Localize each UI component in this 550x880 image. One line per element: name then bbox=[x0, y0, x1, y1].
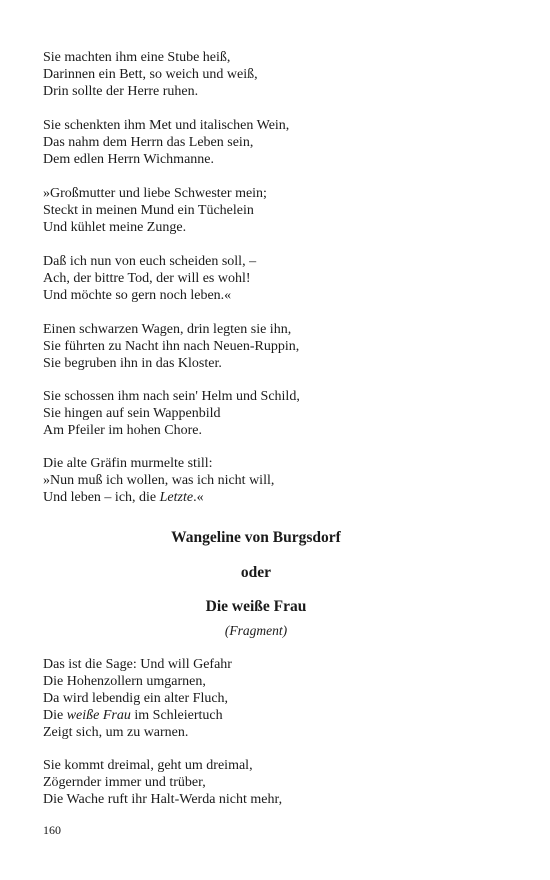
poem-title-conjunction: oder bbox=[240, 564, 272, 581]
verse-line: Und möchte so gern noch leben.« bbox=[43, 288, 232, 303]
verse-line: Das nahm dem Herrn das Leben sein, bbox=[43, 135, 254, 150]
verse-line: »Nun muß ich wollen, was ich nicht will, bbox=[43, 473, 275, 488]
verse-line: Zeigt sich, um zu warnen. bbox=[43, 725, 189, 740]
verse-line: Sie hingen auf sein Wappenbild bbox=[43, 406, 221, 421]
stanza-7 bbox=[43, 455, 513, 506]
verse-text: .« bbox=[193, 490, 204, 505]
verse-line: Ach, der bittre Tod, der will es wohl! bbox=[43, 271, 251, 286]
poem-alt-title: Die weiße Frau bbox=[205, 598, 307, 615]
verse-line: Das ist die Sage: Und will Gefahr bbox=[43, 657, 232, 672]
verse-line: Am Pfeiler im hohen Chore. bbox=[43, 423, 203, 438]
new-poem-stanza-2 bbox=[43, 757, 513, 808]
verse-line: Sie machten ihm eine Stube heiß, bbox=[43, 50, 231, 65]
verse-line: Sie schenkten ihm Met und italischen Wein, bbox=[43, 118, 290, 133]
verse-line: Steckt in meinen Mund ein Tüchelein bbox=[43, 203, 254, 218]
verse-line: Die Hohenzollern umgarnen, bbox=[43, 674, 206, 689]
poem-title: Wangeline von Burgsdorf bbox=[171, 529, 341, 546]
verse-line: Sie kommt dreimal, geht um dreimal, bbox=[43, 758, 253, 773]
stanza-1 bbox=[43, 49, 513, 100]
verse-line: Da wird lebendig ein alter Fluch, bbox=[43, 691, 229, 706]
verse-line: Dem edlen Herrn Wichmanne. bbox=[43, 152, 215, 167]
emphasized-word: Letzte bbox=[159, 490, 194, 505]
verse-line: Daß ich nun von euch scheiden soll, – bbox=[43, 254, 257, 269]
verse-line-with-emphasis bbox=[43, 489, 513, 506]
verse-line: Sie führten zu Nacht ihn nach Neuen-Ruppin, bbox=[43, 339, 300, 354]
verse-line: Die Wache ruft ihr Halt-Werda nicht mehr, bbox=[43, 792, 283, 807]
stanza-3 bbox=[43, 185, 513, 236]
new-poem-stanza-1 bbox=[43, 656, 513, 741]
verse-line: Einen schwarzen Wagen, drin legten sie ihn, bbox=[43, 322, 292, 337]
verse-text: Die bbox=[43, 708, 67, 723]
verse-line: Darinnen ein Bett, so weich und weiß, bbox=[43, 67, 258, 82]
stanza-5 bbox=[43, 321, 513, 372]
verse-line: Die alte Gräfin murmelte still: bbox=[43, 456, 213, 471]
verse-line: »Großmutter und liebe Schwester mein; bbox=[43, 186, 267, 201]
verse-line: Zögernder immer und trüber, bbox=[43, 775, 206, 790]
verse-line: Und kühlet meine Zunge. bbox=[43, 220, 187, 235]
page-number: 160 bbox=[43, 823, 61, 837]
verse-line-with-emphasis bbox=[43, 707, 513, 724]
stanza-4 bbox=[43, 253, 513, 304]
verse-line: Sie begruben ihn in das Kloster. bbox=[43, 356, 222, 371]
verse-text: im Schleiertuch bbox=[130, 708, 223, 723]
stanza-6 bbox=[43, 388, 513, 439]
emphasized-phrase: weiße Frau bbox=[66, 708, 131, 723]
verse-text: Und leben – ich, die bbox=[43, 490, 160, 505]
verse-line: Drin sollte der Herre ruhen. bbox=[43, 84, 199, 99]
verse-line: Sie schossen ihm nach sein' Helm und Schild, bbox=[43, 389, 300, 404]
poem-subtitle: (Fragment) bbox=[224, 623, 288, 638]
stanza-2 bbox=[43, 117, 513, 168]
